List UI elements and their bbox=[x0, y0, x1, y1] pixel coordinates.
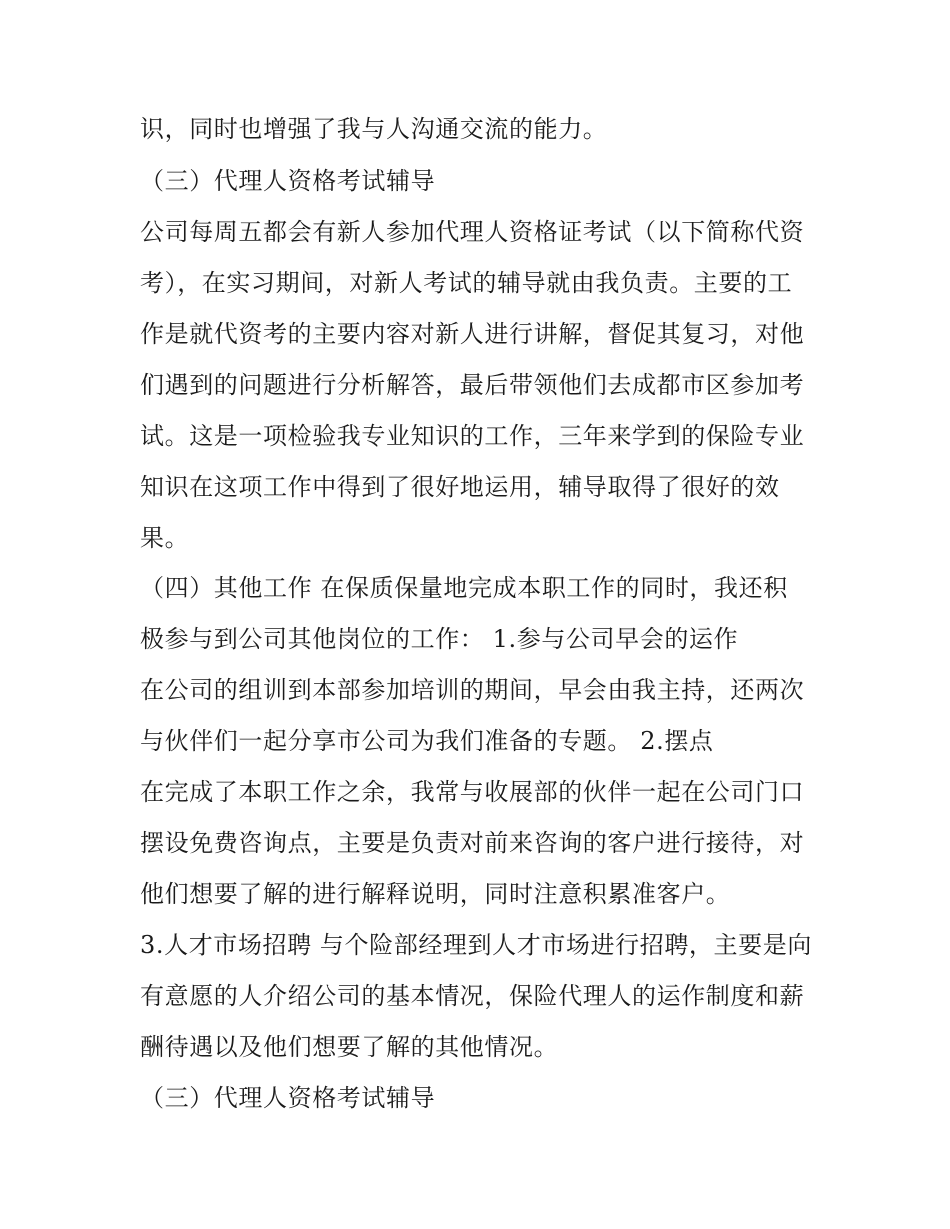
body-text-line: 知识在这项工作中得到了很好地运用，辅导取得了很好的效 bbox=[140, 473, 780, 501]
body-text-line: 他们想要了解的进行解释说明，同时注意积累准客户。 bbox=[140, 880, 731, 908]
section-heading: （三）代理人资格考试辅导 bbox=[140, 1084, 436, 1112]
body-text-line: 果。 bbox=[140, 524, 190, 552]
section-heading: （四）其他工作 在保质保量地完成本职工作的同时，我还积 bbox=[140, 574, 788, 602]
body-text-line: 试。这是一项检验我专业知识的工作，三年来学到的保险专业 bbox=[140, 422, 805, 450]
body-text-line: 作是就代资考的主要内容对新人进行讲解，督促其复习，对他 bbox=[140, 320, 805, 348]
body-text-line: 公司每周五都会有新人参加代理人资格证考试（以下简称代资 bbox=[140, 218, 805, 246]
body-text-line: 3.人才市场招聘 与个险部经理到人才市场进行招聘，主要是向 bbox=[140, 931, 812, 959]
body-text-line: 考），在实习期间，对新人考试的辅导就由我负责。主要的工 bbox=[140, 269, 793, 297]
body-text-line: 在完成了本职工作之余，我常与收展部的伙伴一起在公司门口 bbox=[140, 778, 805, 806]
body-text-line: 酬待遇以及他们想要了解的其他情况。 bbox=[140, 1033, 559, 1061]
body-text-line: 在公司的组训到本部参加培训的期间，早会由我主持，还两次 bbox=[140, 676, 805, 704]
body-text-line: 识，同时也增强了我与人沟通交流的能力。 bbox=[140, 115, 608, 143]
body-text-line: 与伙伴们一起分享市公司为我们准备的专题。 2.摆点 bbox=[140, 727, 714, 755]
section-heading: （三）代理人资格考试辅导 bbox=[140, 167, 436, 195]
body-text-line: 有意愿的人介绍公司的基本情况，保险代理人的运作制度和薪 bbox=[140, 982, 805, 1010]
body-text-line: 摆设免费咨询点，主要是负责对前来咨询的客户进行接待，对 bbox=[140, 829, 805, 857]
body-text-line: 们遇到的问题进行分析解答，最后带领他们去成都市区参加考 bbox=[140, 371, 805, 399]
body-text-line: 极参与到公司其他岗位的工作： 1.参与公司早会的运作 bbox=[140, 625, 739, 653]
